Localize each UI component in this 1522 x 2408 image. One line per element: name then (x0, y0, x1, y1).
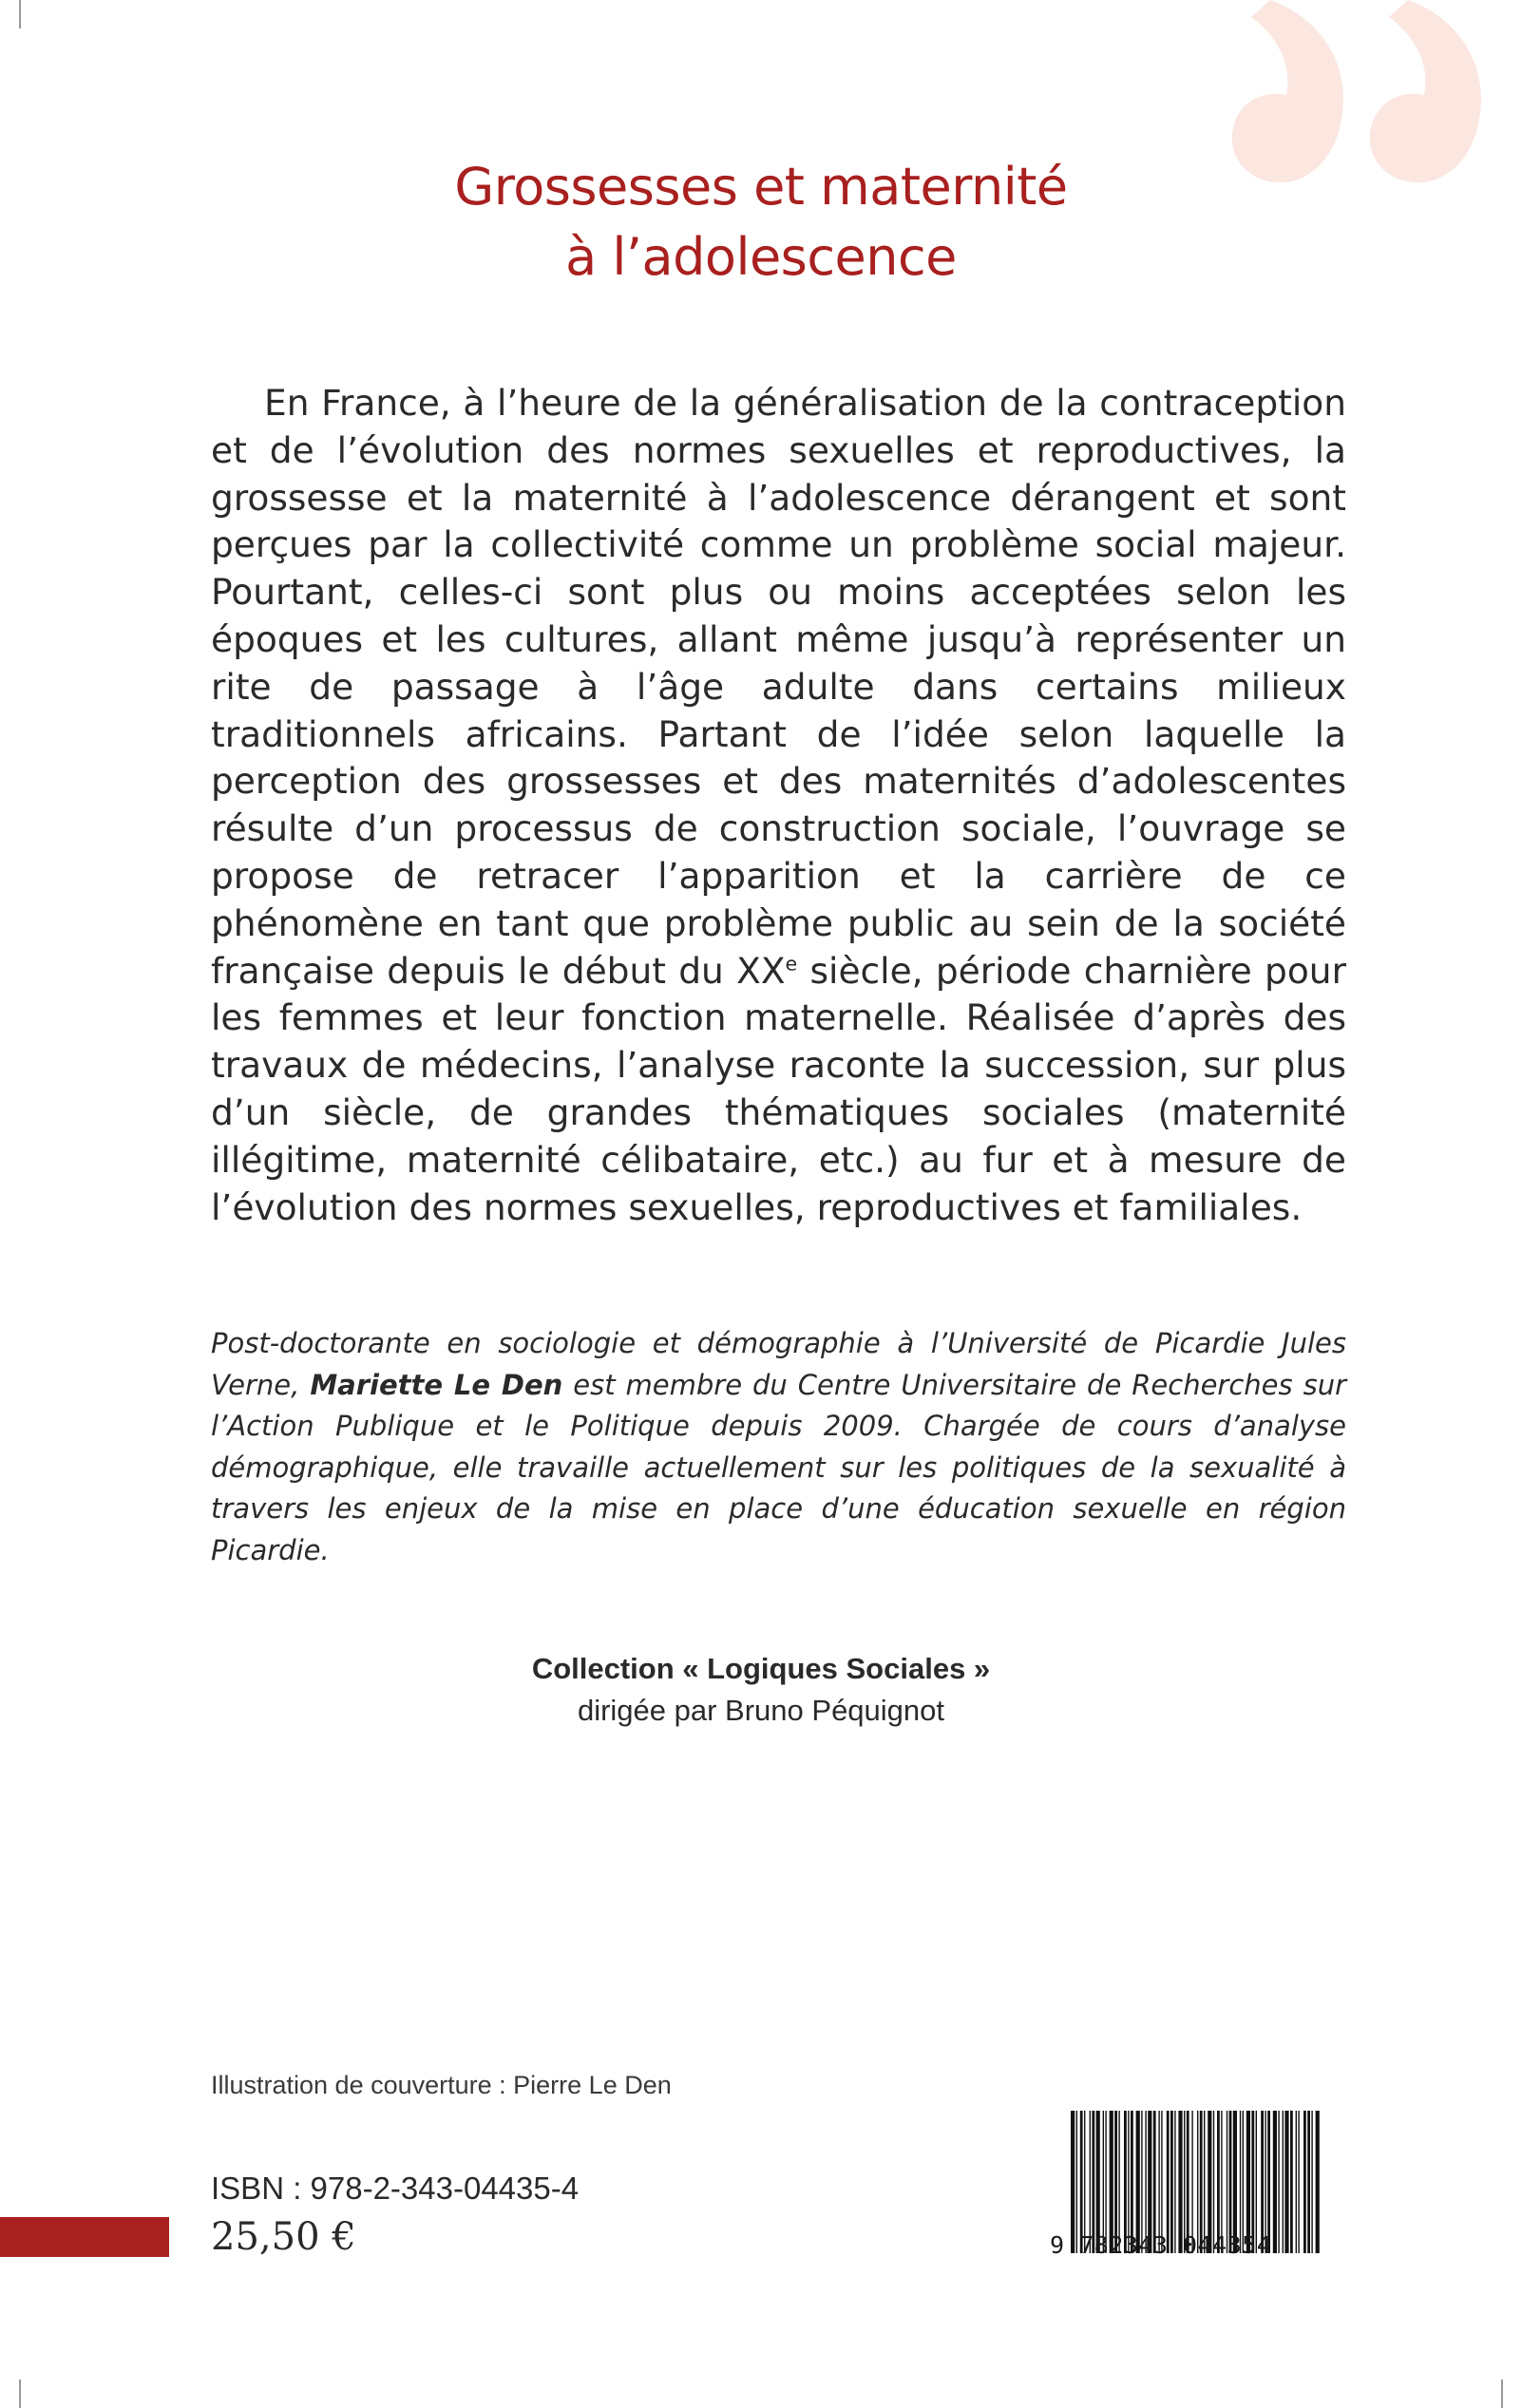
author-name: Mariette Le Den (310, 1368, 563, 1401)
illustration-credit: Illustration de couverture : Pierre Le Den (211, 2071, 672, 2099)
collection-name: Collection « Logiques Sociales » (531, 1652, 991, 1685)
book-summary (211, 380, 1346, 1231)
summary-paragraph (211, 380, 1346, 1231)
author-bio-intro: Post-doctorante en sociologie et démographie à l’Université de Picardie Jules Verne, (211, 1327, 1346, 1401)
summary-text-part-1: En France, à l’heure de la généralisation de la contraception et de l’évolution des normes sexuelles et reproductives, la grossesse et la maternité à l’adolescence dérangent et sont perçues par la collectivité comme un problème social majeur. Pourtant, celles-ci sont plus ou moins acceptées selon les époques et les cultures, allant même jusqu’à représenter un rite de passage à l’âge adulte dans certains milieux traditionnels africains. Partant de l’idée selon laquelle la perception des grossesses et des maternités d’adolescentes résulte d’un processus de construction sociale, l’ouvrage se propose de retracer l’apparition et la carrière de ce phénomène en tant que problème public au sein de la société française depuis le début du XX (211, 382, 1346, 992)
collection-info (0, 1648, 1522, 1732)
book-title (0, 152, 1522, 293)
summary-text-part-2: siècle, période charnière pour les femmes et leur fonction maternelle. Réalisée d’après des travaux de médecins, l’analyse raconte la succession, sur plus d’un siècle, de grandes thématiques sociales (maternité illégitime, maternité célibataire, etc.) au fur et à mesure de l’évolution des normes sexuelles, reproductives et familiales. (211, 949, 1346, 1228)
isbn: ISBN : 978-2-343-04435-4 (211, 2171, 580, 2206)
author-bio (211, 1323, 1346, 1571)
collection-director: dirigée par Bruno Péquignot (577, 1694, 945, 1727)
book-title-line-1: Grossesses et maternité (454, 157, 1068, 217)
price: 25,50 € (211, 2215, 356, 2259)
crop-mark-bottom-right (1501, 2380, 1503, 2408)
book-title-line-2: à l’adolescence (565, 227, 957, 287)
author-bio-rest: est membre du Centre Universitaire de Recherches sur l’Action Publique et le Politique depuis 2009. Chargée de cours d’analyse démographique, elle travaille actuellement sur les politiques de la sexualité à travers les enjeux de la mise en place d’une éducation sexuelle en région Picardie. (211, 1368, 1346, 1566)
crop-mark-bottom-left (19, 2380, 21, 2408)
accent-bar (0, 2217, 169, 2257)
crop-mark-top-left (19, 0, 21, 28)
century-superscript: e (785, 952, 798, 976)
barcode-number: 9 782343 044354 (1050, 2231, 1272, 2259)
